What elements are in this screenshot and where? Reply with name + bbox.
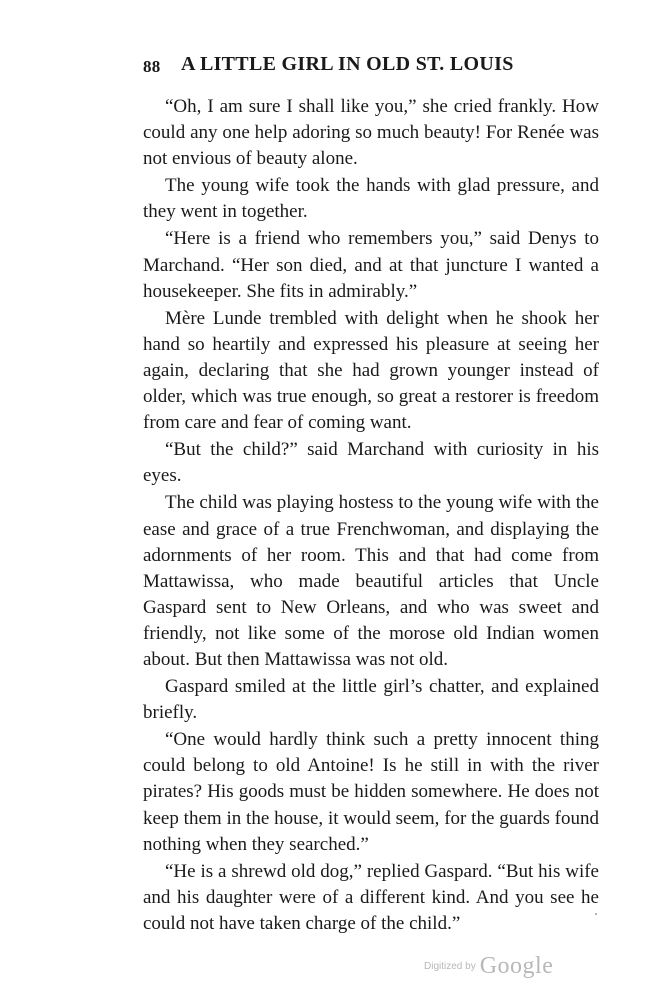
paragraph-3: “Here is a friend who remembers you,” said Denys to Marchand. “Her son died, and at that juncture I wanted a housekeeper. She fits in admirably.” (143, 228, 599, 302)
book-page (143, 0, 599, 1000)
paragraph-6: The child was playing hostess to the young wife with the ease and grace of a true Frenchwoman, and displaying the adornments of her room. This and that had come from Mattawissa, who made beautiful articles that Uncle Gaspard sent to New Orleans, and who was sweet and friendly, not like some of the morose old Indian women about. But then Mattawissa was not old. (143, 492, 599, 670)
running-head (143, 53, 599, 83)
book-title: A LITTLE GIRL IN OLD ST. LOUIS (181, 53, 514, 75)
paragraph-8: “One would hardly think such a pretty innocent thing could belong to old Antoine! Is he still in with the river pirates? His goods must be hidden somewhere. He does not keep them in the house, it would seem, for the guards found nothing when they searched.” (143, 729, 599, 855)
google-logo: Google (479, 953, 554, 979)
paragraph-5: “But the child?” said Marchand with curiosity in his eyes. (143, 439, 599, 487)
paragraph-9: “He is a shrewd old dog,” replied Gaspard. “But his wife and his daughter were of a different kind. And you see he could not have taken charge of the child.” (143, 860, 599, 934)
digitized-watermark (424, 953, 553, 983)
paragraph-1: “Oh, I am sure I shall like you,” she cried frankly. How could any one help adoring so much beauty! For Renée was not envious of beauty alone. (143, 96, 599, 170)
page-number: 88 (143, 57, 161, 76)
paragraph-7: Gaspard smiled at the little girl’s chatter, and explained briefly. (143, 676, 599, 724)
paragraph-2: The young wife took the hands with glad pressure, and they went in together. (143, 175, 599, 223)
body-text (143, 94, 599, 937)
watermark-prefix: Digitized by (424, 961, 476, 972)
paragraph-4: Mère Lunde trembled with delight when he shook her hand so heartily and expressed his pleasure at seeing her again, declaring that she had grown younger instead of older, which was true enough, so great a restorer is freedom from care and fear of coming want. (143, 307, 599, 434)
speck-mark (595, 913, 597, 915)
